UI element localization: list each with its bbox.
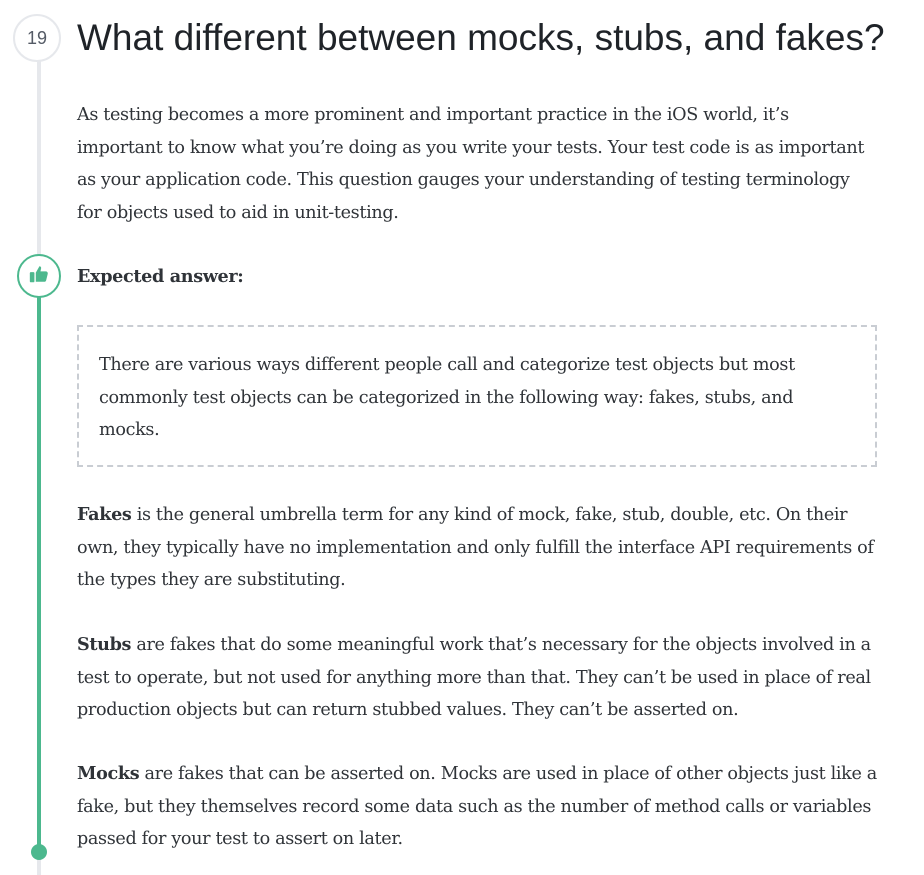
timeline-end-dot — [31, 844, 47, 860]
definition-term: Fakes — [77, 504, 132, 525]
definition-mocks — [77, 758, 877, 856]
definition-stubs — [77, 629, 877, 727]
definition-term: Mocks — [77, 763, 140, 784]
question-number: 19 — [26, 27, 48, 48]
expected-answer-box — [77, 325, 877, 467]
question-title: What different between mocks, stubs, and fakes? — [77, 17, 885, 58]
timeline-track-active — [37, 294, 41, 852]
expected-answer-label: Expected answer: — [77, 266, 244, 287]
definition-text: is the general umbrella term for any kind of mock, fake, stub, double, etc. On their own, they typically have no implementation and only fulfill the interface API requirements of the types they are substituting. — [77, 505, 874, 590]
definition-fakes — [77, 499, 877, 597]
question-number-badge — [13, 14, 61, 62]
question-intro: As testing becomes a more prominent and important practice in the iOS world, it’s important to know what you’re doing as you write your tests. Your test code is as important as your application code. This question gauges your understanding of testing terminology for objects used to aid in unit-testing. — [77, 105, 865, 223]
definition-term: Stubs — [77, 634, 132, 655]
definition-text: are fakes that do some meaningful work that’s necessary for the objects involved in a test to operate, but not used for anything more than that. They can’t be used in place of real production objects but can return stubbed values. They can’t be asserted on. — [77, 635, 871, 720]
expected-answer-marker — [17, 254, 61, 298]
definition-text: are fakes that can be asserted on. Mocks are used in place of other objects just like a fake, but they themselves record some data such as the number of method calls or variables passed for your test to assert on later. — [77, 764, 877, 849]
expected-answer-summary: There are various ways different people call and categorize test objects but most commonly test objects can be categorized in the following way: fakes, stubs, and mocks. — [99, 355, 795, 440]
timeline-track-tail — [37, 858, 41, 875]
thumbs-up-icon — [28, 263, 50, 290]
timeline-track-inactive — [37, 56, 41, 262]
